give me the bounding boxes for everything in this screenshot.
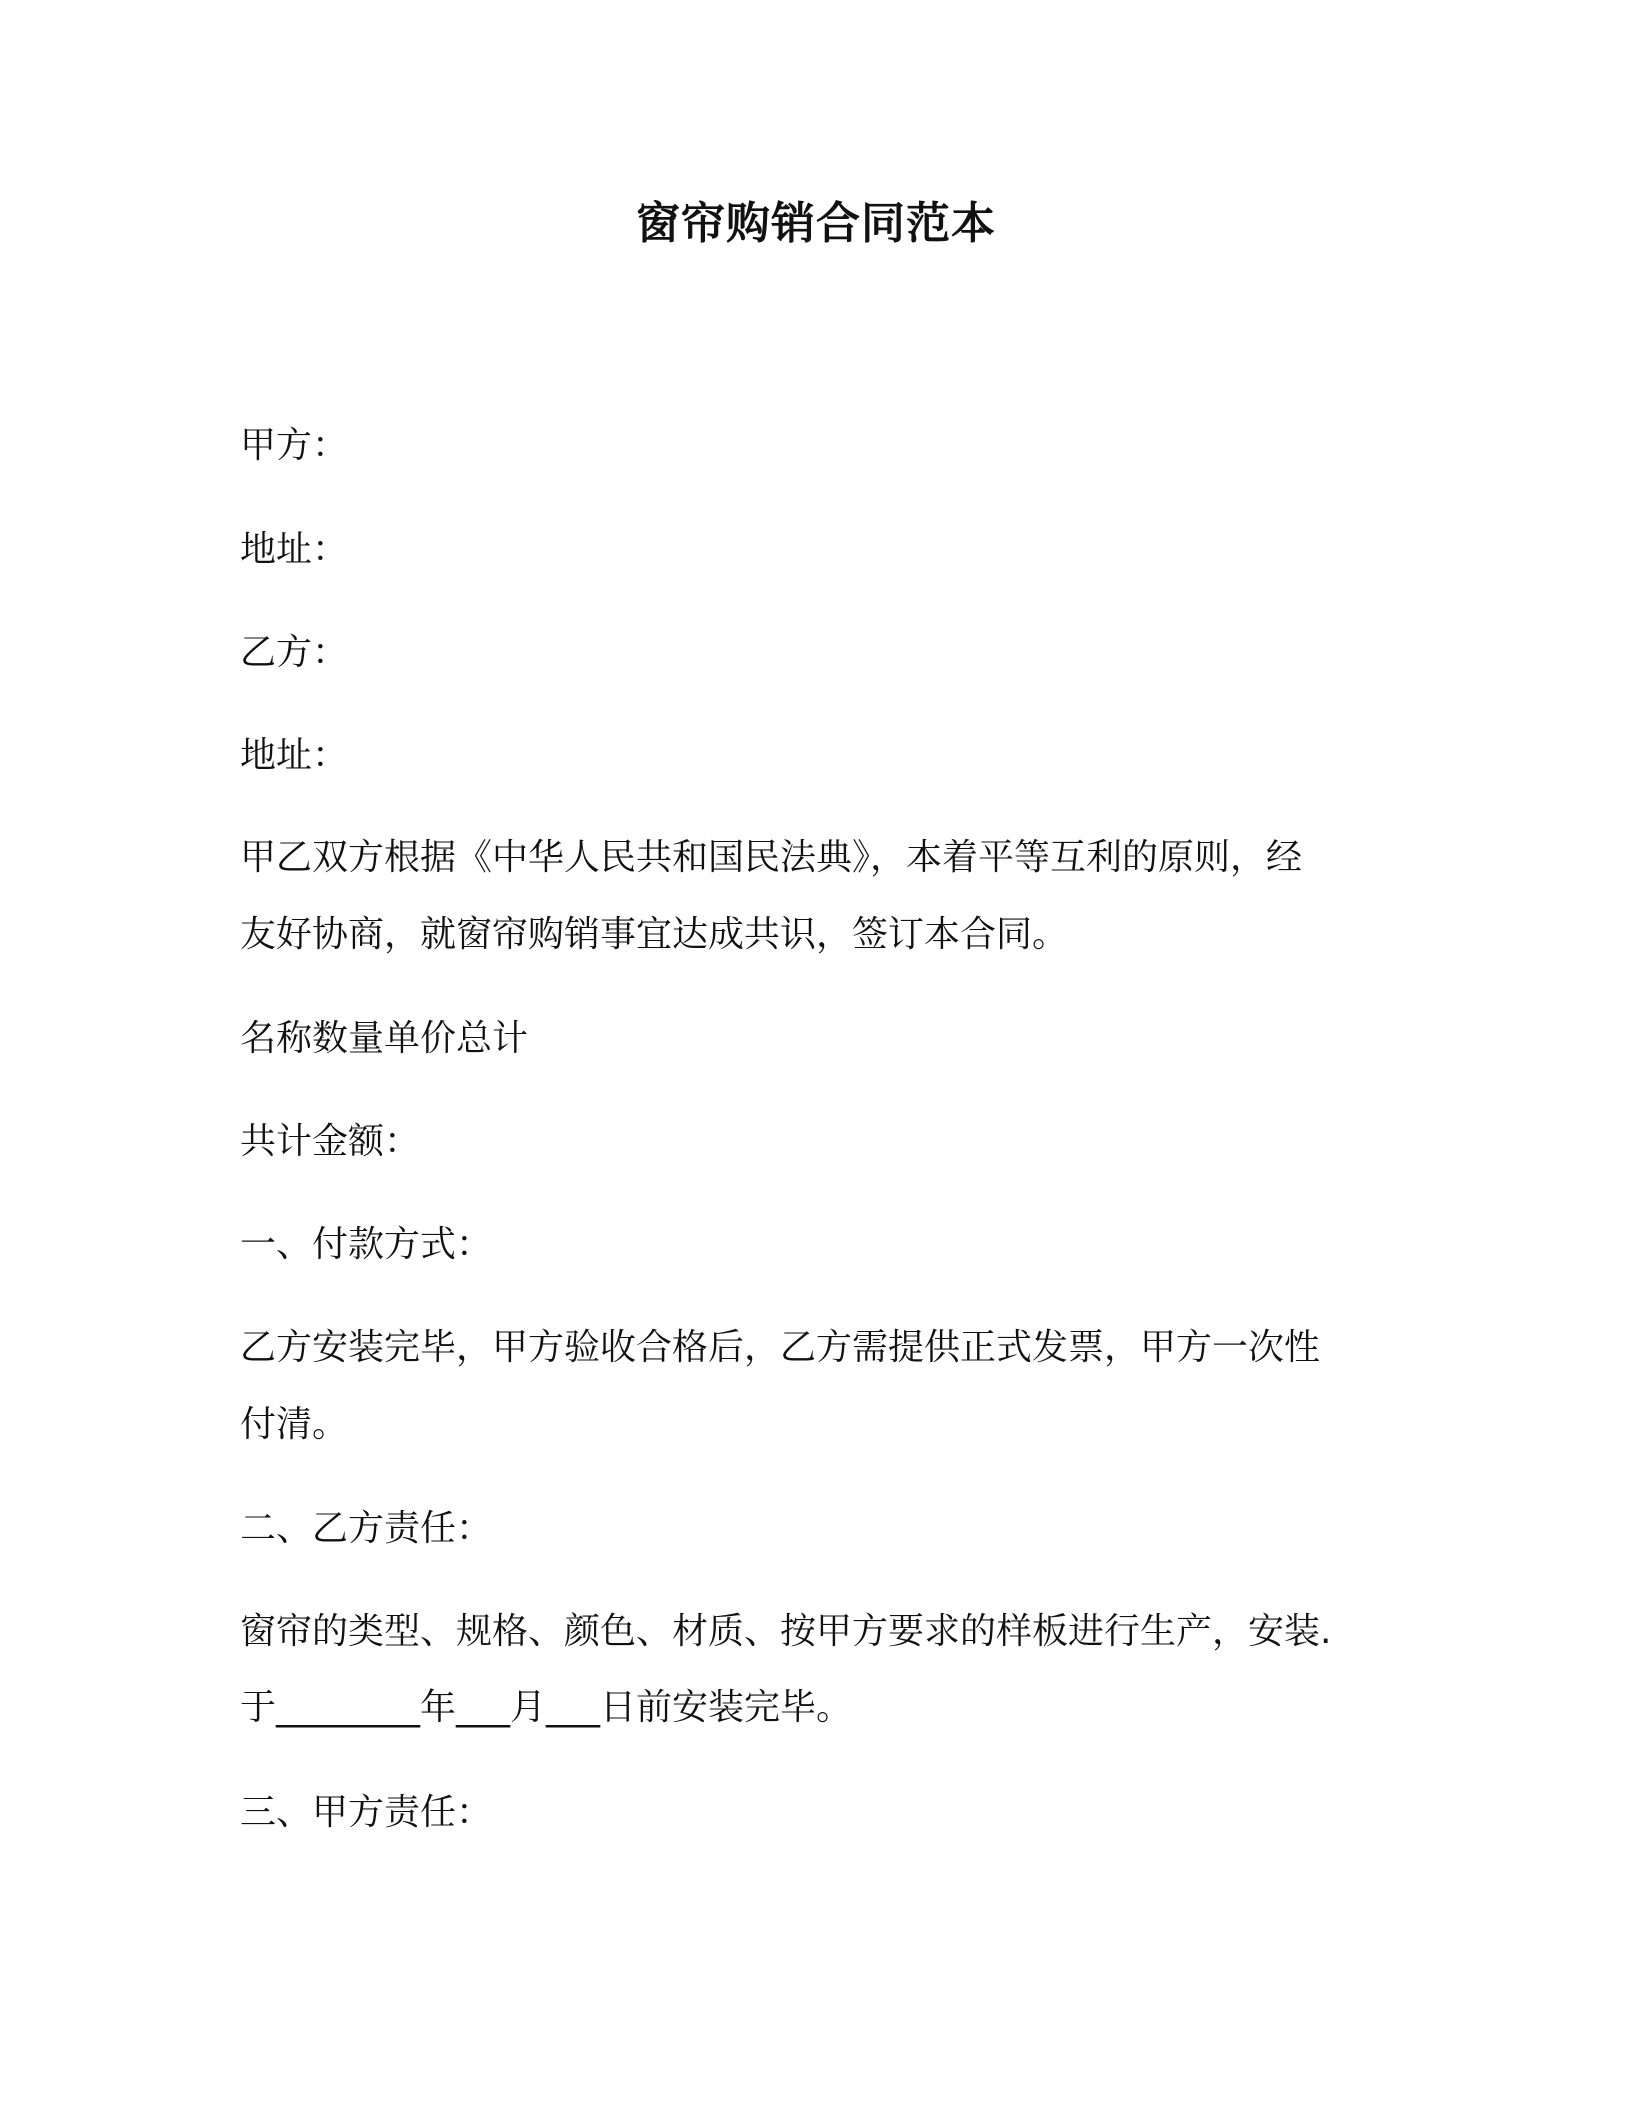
intro-paragraph-line-1: 甲乙双方根据《中华人民共和国民法典》，本着平等互利的原则，经 xyxy=(240,837,1303,878)
total-amount-label: 共计金额： xyxy=(240,1121,421,1162)
section-party-b-heading: 二、乙方责任： xyxy=(240,1508,493,1549)
document-title: 窗帘购销合同范本 xyxy=(636,198,996,249)
section-party-b-line-1: 窗帘的类型、规格、颜色、材质、按甲方要求的样板进行生产，安装. xyxy=(240,1611,1332,1652)
party-a-address-label: 地址： xyxy=(240,529,349,570)
section-payment-line-1: 乙方安装完毕，甲方验收合格后，乙方需提供正式发票，甲方一次性 xyxy=(240,1327,1321,1368)
section-payment-heading: 一、付款方式： xyxy=(240,1224,493,1265)
section-party-b-line-2: 于________年___月___日前安装完毕。 xyxy=(240,1687,853,1728)
section-payment-line-2: 付清。 xyxy=(240,1404,349,1445)
intro-paragraph-line-2: 友好协商，就窗帘购销事宜达成共识，签订本合同。 xyxy=(240,914,1069,955)
party-a-label: 甲方： xyxy=(240,425,349,466)
party-b-label: 乙方： xyxy=(240,632,349,673)
section-party-a-heading: 三、甲方责任： xyxy=(240,1792,493,1833)
item-table-header: 名称数量单价总计 xyxy=(240,1018,529,1059)
party-b-address-label: 地址： xyxy=(240,735,349,776)
